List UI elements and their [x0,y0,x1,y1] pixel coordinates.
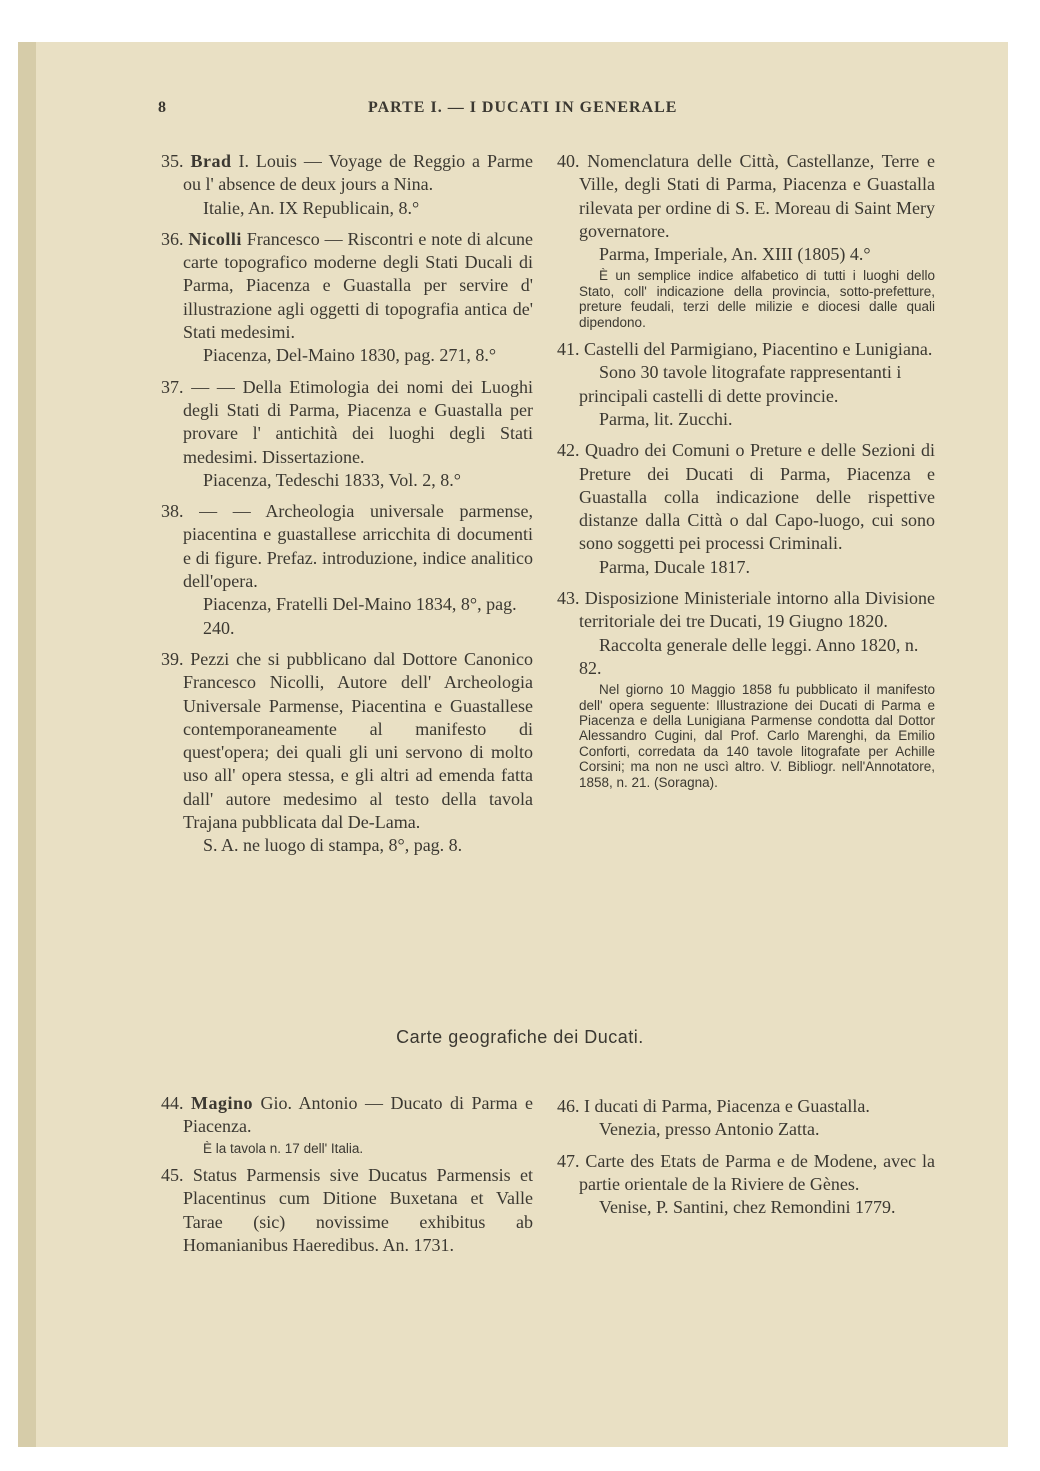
section-title: Carte geografiche dei Ducati. [396,1027,644,1047]
entry-text: Disposizione Ministeriale intorno alla Divisione territoriale dei tre Ducati, 19 Giugno 1820. [579,588,935,632]
right-column-maps [557,1095,935,1227]
entry-imprint: Parma, Ducale 1817. [599,556,750,577]
entry-imprint: Raccolta generale delle leggi. Anno 1820, n. 82. [579,634,919,678]
entry-number: 40. [557,151,580,171]
entry-author: Brad [190,151,232,171]
entry-40 [557,150,935,330]
left-column [161,150,533,866]
entry-text: Gio. Antonio — Ducato di Parma e Piacenza. [183,1093,534,1137]
entry-number: 44. [161,1093,184,1113]
entry-number: 42. [557,440,580,461]
entry-text: I. Louis — Voyage de Reggio a Parme ou l' absence de deux jours a Nina. [183,151,533,195]
entry-imprint: S. A. ne luogo di stampa, 8°, pag. 8. [203,835,463,856]
entry-imprint: Italie, An. IX Republicain, 8.° [203,197,420,218]
entry-description: Sono 30 tavole litografate rappresentanti i principali castelli di dette provincie. [579,362,902,406]
page-edge-shadow [18,42,36,1447]
right-column [557,150,935,798]
entry-imprint: Piacenza, Del-Maino 1830, pag. 271, 8.° [203,345,497,366]
entry-number: 41. [557,339,580,360]
entry-text: — — Della Etimologia dei nomi dei Luoghi degli Stati di Parma, Piacenza e Guastalla per provare l' antichità dei luoghi degli Stati medesimi. Dissertazione. [183,376,533,467]
entry-number: 36. [161,228,184,249]
entry-45 [161,1164,533,1257]
entry-number: 47. [557,1150,580,1171]
entry-47 [557,1150,935,1220]
entry-text: Pezzi che si pubblicano dal Dottore Canonico Francesco Nicolli, Autore dell' Archeologia Universale Parmense, Piacentina e Guastallese contemporaneamente al manifesto di quest'opera; dei quali gli uni servono di molto uso all' opera stessa, e gli altri ad emenda fatta dall' autore medesimo al testo della tavola Trajana pubblicata dal De-Lama. [183,648,533,833]
entry-number: 38. [161,501,184,522]
entry-36 [161,228,533,368]
entry-44 [161,1092,533,1156]
entry-42 [557,439,935,579]
entry-note: Nel giorno 10 Maggio 1858 fu pubblicato il manifesto dell' opera seguente: Illustrazione dei Ducati di Parma e Piacenza e della Lunigiana Parmense condotta dal Dottor Alessandro Cugini, dal Prof. Carlo Marenghi, da Emilio Conforti, corredata da 140 tavole litografate per Achille Corsini; ma non ne uscì altro. V. Bibliogr. nell'Annotatore, 1858, n. 21. (Soragna). [579,682,935,790]
entry-imprint: Parma, lit. Zucchi. [599,409,733,429]
page-header [158,97,938,123]
entry-39 [161,648,533,858]
entry-41 [557,338,935,431]
entry-number: 39. [161,648,184,669]
entry-author: Nicolli [188,228,242,249]
entry-46 [557,1095,935,1142]
entry-text: Francesco — Riscontri e note di alcune carte topografico moderne degli Stati Ducali di Parma, Piacenza e Guastalla per servire d' illustrazione agli oggetti di topografia antica de' Stati medesimi. [183,228,533,343]
entry-imprint: Parma, Imperiale, An. XIII (1805) 4.° [599,244,871,265]
entry-text: Quadro dei Comuni o Preture e delle Sezioni di Preture dei Ducati di Parma, Piacenza e Guastalla colla indicazione delle rispettive distanze dalla Città o dal Capo-luogo, cui sono sono soggetti pei processi Criminali. [579,440,935,554]
entry-number: 45. [161,1165,184,1185]
entry-37 [161,376,533,492]
entry-imprint: Venise, P. Santini, chez Remondini 1779. [599,1197,896,1218]
page-number: 8 [158,99,167,116]
entry-text: Nomenclatura delle Città, Castellanze, Terre e Ville, degli Stati di Parma, Piacenza e Guastalla rilevata per ordine di S. E. Moreau di Saint Mery governatore. [579,151,935,241]
entry-text: Castelli del Parmigiano, Piacentino e Lunigiana. [579,339,933,360]
entry-imprint: Venezia, presso Antonio Zatta. [599,1119,820,1140]
entry-author: Magino [191,1093,254,1113]
entry-note: È un semplice indice alfabetico di tutti i luoghi dello Stato, coll' indicazione della provincia, sotto-prefetture, preture feudali, terzi delle milizie e diocesi dalle quali dipendono. [579,268,935,330]
entry-43 [557,587,935,790]
running-head: PARTE I. — I DUCATI IN GENERALE [368,99,678,116]
entry-38 [161,500,533,640]
entry-35 [161,150,533,220]
entry-text: I ducati di Parma, Piacenza e Guastalla. [579,1096,870,1116]
left-column-maps [161,1092,533,1265]
entry-imprint: Piacenza, Tedeschi 1833, Vol. 2, 8.° [203,469,461,490]
entry-number: 43. [557,588,580,609]
entry-text: Status Parmensis sive Ducatus Parmensis et Placentinus cum Ditione Buxetana et Valle Tarae (sic) novissime exhibitus ab Homanianibus Haeredibus. An. 1731. [183,1165,533,1255]
entry-note: È la tavola n. 17 dell' Italia. [203,1140,364,1156]
entry-number: 35. [161,151,184,171]
entry-number: 37. [161,376,184,397]
entry-text: — — Archeologia universale parmense, piacentina e guastallese arricchita di documenti e di figure. Prefaz. introduzione, indice analitico dell'opera. [183,501,533,592]
entry-number: 46. [557,1096,580,1116]
entry-text: Carte des Etats de Parma e de Modene, avec la partie orientale de la Riviere de Gènes. [579,1150,935,1194]
entry-imprint: Piacenza, Fratelli Del-Maino 1834, 8°, pag. 240. [203,594,517,638]
